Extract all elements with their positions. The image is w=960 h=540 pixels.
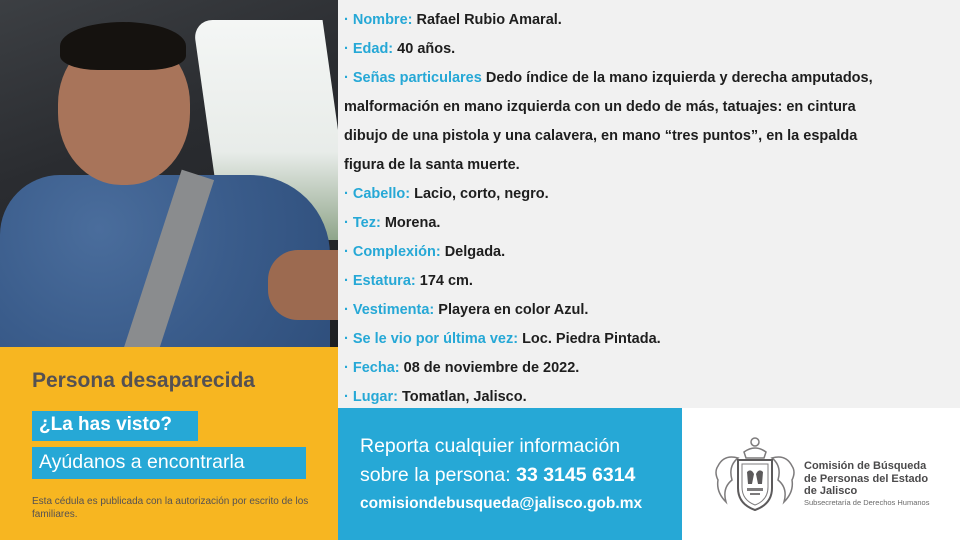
- missing-headline: Persona desaparecida: [32, 369, 255, 392]
- detail-value: Playera en color Azul.: [438, 302, 589, 318]
- detail-row: [344, 151, 949, 180]
- detail-row: [344, 209, 949, 238]
- detail-row: [344, 180, 949, 209]
- detail-row: [344, 238, 949, 267]
- logo-block: [682, 408, 960, 540]
- question-text: ¿La has visto?: [39, 414, 173, 435]
- detail-key: · Se le vio por última vez:: [344, 331, 519, 347]
- detail-row: [344, 93, 949, 122]
- phone-number[interactable]: 33 3145 6314: [516, 464, 636, 486]
- detail-key: · Vestimenta:: [344, 302, 435, 318]
- detail-key: · Fecha:: [344, 360, 400, 376]
- detail-value: malformación en mano izquierda con un dedo de más, tatuajes: en cintura: [344, 99, 856, 115]
- detail-value: Morena.: [384, 215, 441, 231]
- report-line-1: Reporta cualquier información: [360, 435, 621, 457]
- organization-name: Comisión de Búsqueda de Personas del Estado de Jalisco: [804, 460, 929, 497]
- help-text: Ayúdanos a encontrarla: [39, 451, 245, 473]
- detail-row: [344, 267, 949, 296]
- detail-row: [344, 354, 949, 383]
- detail-value: Rafael Rubio Amaral.: [416, 12, 562, 28]
- detail-key: · Estatura:: [344, 273, 416, 289]
- detail-key: · Señas particulares: [344, 70, 482, 86]
- detail-key: · Complexión:: [344, 244, 441, 260]
- detail-key: · Lugar:: [344, 389, 398, 405]
- detail-value: dibujo de una pistola y una calavera, en mano “tres puntos”, en la espalda: [344, 128, 858, 144]
- authorization-note: Esta cédula es publicada con la autorización por escrito de los familiares.: [32, 496, 309, 520]
- email-address[interactable]: comisiondebusqueda@jalisco.gob.mx: [360, 495, 643, 512]
- detail-row: [344, 325, 949, 354]
- detail-row: [344, 6, 949, 35]
- detail-value: Lacio, corto, negro.: [414, 186, 549, 202]
- detail-row: [344, 122, 949, 151]
- detail-key: · Nombre:: [344, 12, 413, 28]
- detail-key: · Tez:: [344, 215, 381, 231]
- organization-subtitle: Subsecretaría de Derechos Humanos: [804, 498, 930, 507]
- person-photo: [0, 0, 338, 347]
- report-line-2: [360, 464, 635, 487]
- detail-row: [344, 35, 949, 64]
- detail-value: Loc. Piedra Pintada.: [522, 331, 661, 347]
- detail-value: figura de la santa muerte.: [344, 157, 520, 173]
- detail-value: Tomatlan, Jalisco.: [402, 389, 527, 405]
- detail-value: Dedo índice de la mano izquierda y derecha amputados,: [485, 70, 873, 86]
- detail-key: · Edad:: [344, 41, 394, 57]
- detail-row: [344, 296, 949, 325]
- detail-row: [344, 64, 949, 93]
- detail-value: Delgada.: [444, 244, 506, 260]
- question-banner: [32, 411, 198, 441]
- report-line-2-prefix: sobre la persona:: [360, 464, 517, 486]
- jalisco-coat-of-arms-icon: [714, 436, 796, 516]
- detail-value: 08 de noviembre de 2022.: [403, 360, 580, 376]
- detail-key: · Cabello:: [344, 186, 411, 202]
- report-block: [338, 408, 682, 540]
- detail-value: 40 años.: [397, 41, 456, 57]
- details-panel: [338, 0, 960, 408]
- detail-value: 174 cm.: [419, 273, 473, 289]
- help-banner: [32, 447, 306, 479]
- missing-person-block: [0, 347, 338, 540]
